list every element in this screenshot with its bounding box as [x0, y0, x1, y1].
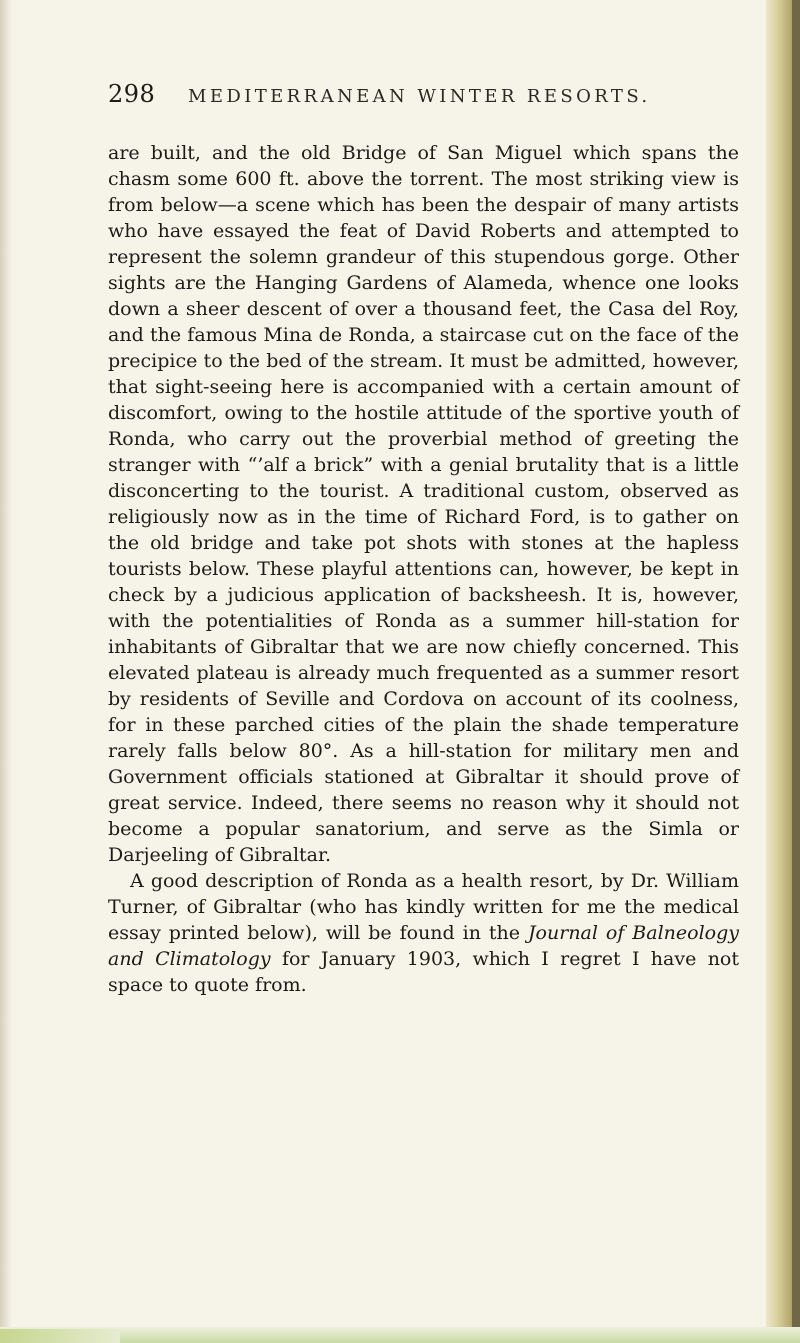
- paragraph-2-text-after: for January 1903, which I regret I have not space to quote from.: [108, 948, 740, 996]
- page-right-edge-shadow: [792, 0, 800, 1343]
- main-text-block: [108, 140, 739, 998]
- page-bottom-band: [0, 1327, 800, 1343]
- paragraph-2: [108, 868, 739, 998]
- paragraph-2-text-before: A good description of Ronda as a health resort, by Dr. William Turner, of Gibraltar (who has kindly written for me the medical essay printed below), will be found in the: [108, 870, 739, 944]
- page-header: [108, 80, 708, 116]
- paragraph-1: are built, and the old Bridge of San Miguel which spans the chasm some 600 ft. above the torrent. The most striking view is from below—a scene which has been the despair of many artists who have essayed the feat of David Roberts and attempted to represent the solemn grandeur of this stupendous gorge. Other sights are the Hanging Gardens of Alameda, whence one looks down a sheer descent of over a thousand feet, the Casa del Roy, and the famous Mina de Ronda, a staircase cut on the face of the precipice to the bed of the stream. It must be admitted, however, that sight-seeing here is accompanied with a certain amount of discomfort, owing to the hostile attitude of the sportive youth of Ronda, who carry out the proverbial method of greeting the stranger with “’alf a brick” with a genial brutality that is a little disconcerting to the tourist. A traditional custom, observed as religiously now as in the time of Richard Ford, is to gather on the old bridge and take pot shots with stones at the hapless tourists below. These playful attentions can, however, be kept in check by a judicious application of backsheesh. It is, however, with the potentialities of Ronda as a summer hill-station for inhabitants of Gibraltar that we are now chiefly concerned. This elevated plateau is already much frequented as a summer resort by residents of Seville and Cordova on account of its coolness, for in these parched cities of the plain the shade temperature rarely falls below 80°. As a hill-station for military men and Government officials stationed at Gibraltar it should prove of great service. Indeed, there seems no reason why it should not become a popular sanatorium, and serve as the Simla or Darjeeling of Gibraltar.: [108, 142, 739, 866]
- page-bottom-corner: [0, 1329, 120, 1343]
- page-left-shadow: [0, 0, 12, 1343]
- running-head: MEDITERRANEAN WINTER RESORTS.: [188, 86, 651, 107]
- journal-title: Journal of Balneology and Climatology: [108, 922, 739, 970]
- page-number: 298: [108, 80, 156, 108]
